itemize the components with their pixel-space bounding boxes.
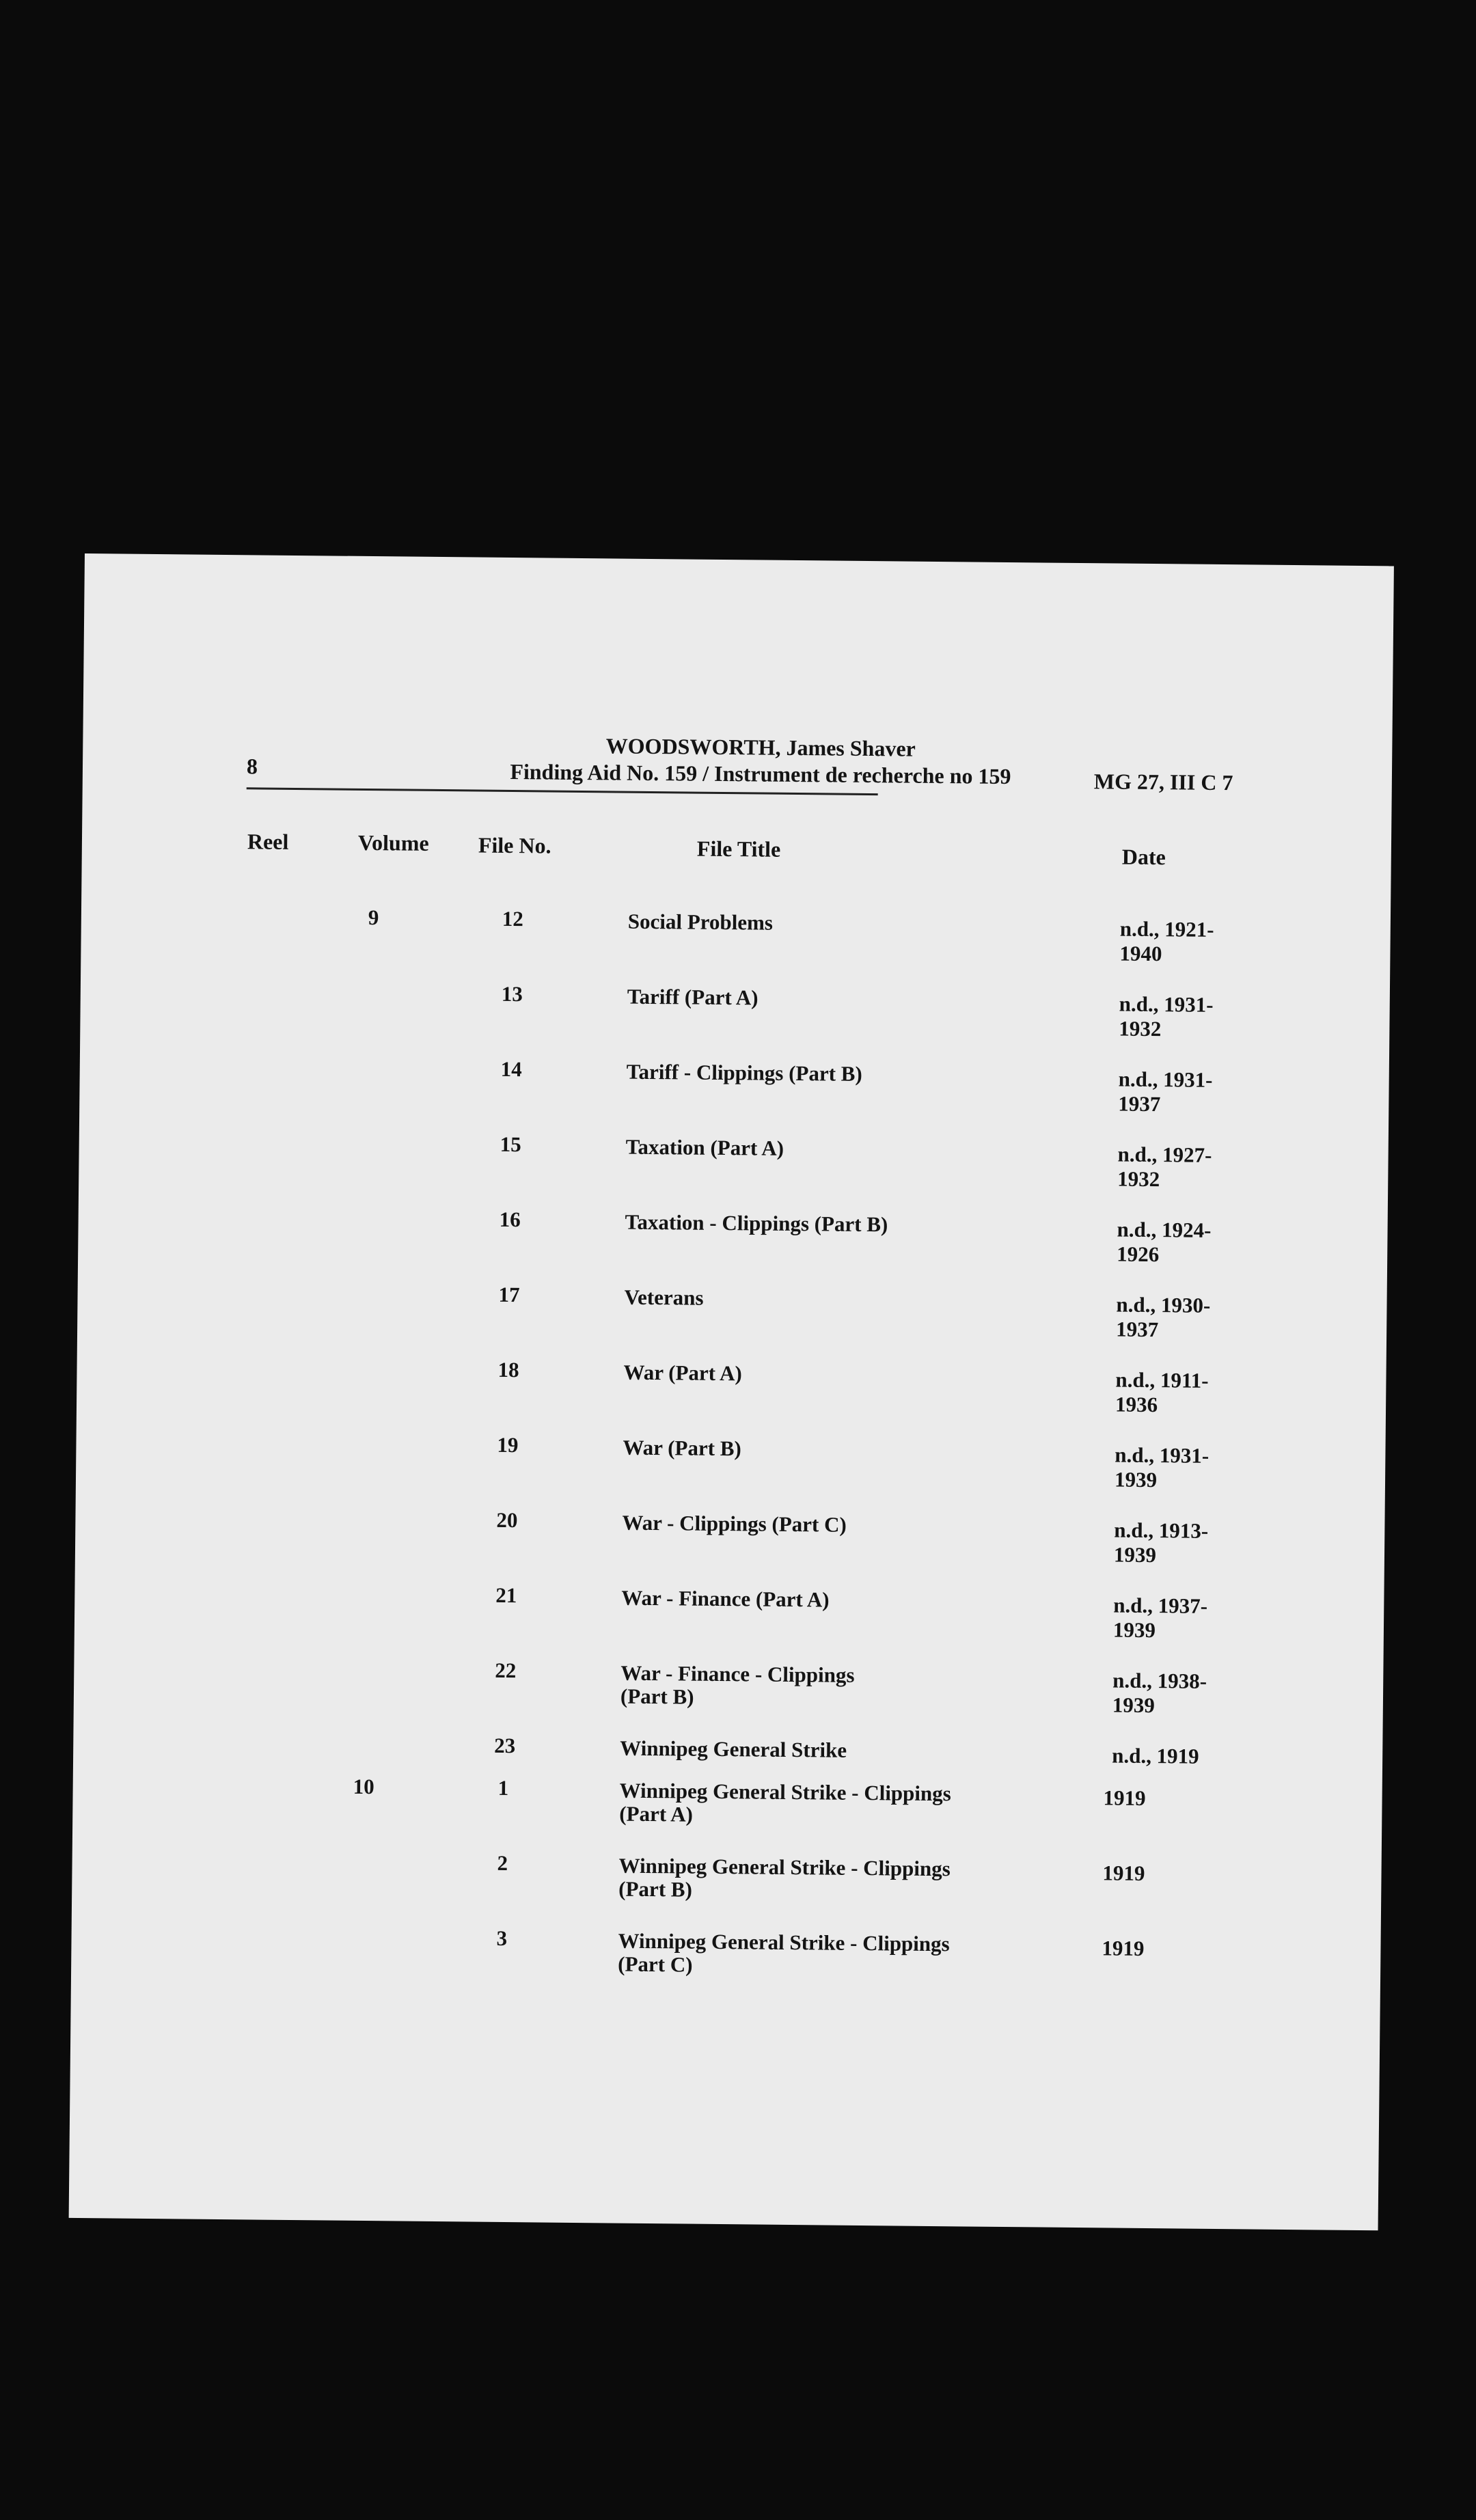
file-number-cell: 14 bbox=[500, 1056, 522, 1082]
table-row bbox=[75, 1578, 1384, 1643]
table-row bbox=[74, 1654, 1384, 1718]
date-cell-continued: 1939 bbox=[1112, 1693, 1156, 1718]
file-title-cell: Winnipeg General Strike - Clippings bbox=[618, 1928, 950, 1956]
table-row bbox=[78, 1278, 1387, 1342]
page-number: 8 bbox=[246, 754, 258, 779]
file-title-cell: Winnipeg General Strike - Clippings bbox=[618, 1853, 951, 1881]
file-title-cell: War - Finance - Clippings bbox=[620, 1660, 855, 1687]
document-page bbox=[69, 553, 1394, 2230]
file-number-cell: 1 bbox=[497, 1775, 509, 1800]
volume-cell: 9 bbox=[368, 905, 379, 930]
date-cell: n.d., 1924- bbox=[1117, 1217, 1212, 1242]
file-title-cell: Winnipeg General Strike bbox=[620, 1736, 847, 1762]
date-cell: n.d., 1937- bbox=[1113, 1593, 1208, 1618]
file-title-cell: War - Finance (Part A) bbox=[621, 1585, 830, 1612]
table-row bbox=[72, 1846, 1382, 1902]
table-row bbox=[77, 1353, 1386, 1417]
date-cell: n.d., 1938- bbox=[1112, 1668, 1207, 1693]
file-number-cell: 23 bbox=[494, 1733, 516, 1758]
date-cell: n.d., 1931- bbox=[1119, 991, 1214, 1017]
date-cell-continued: 1936 bbox=[1115, 1392, 1158, 1417]
date-cell: n.d., 1927- bbox=[1117, 1142, 1212, 1167]
column-header-reel: Reel bbox=[247, 829, 289, 854]
date-cell: n.d., 1919 bbox=[1112, 1743, 1199, 1768]
file-title-cell-continued: (Part B) bbox=[618, 1876, 693, 1902]
file-number-cell: 18 bbox=[497, 1357, 519, 1382]
file-title-cell: Tariff (Part A) bbox=[627, 984, 758, 1010]
table-row bbox=[80, 1052, 1389, 1117]
date-cell-continued: 1937 bbox=[1118, 1091, 1161, 1117]
file-title-cell-continued: (Part B) bbox=[620, 1684, 694, 1709]
document-title: WOODSWORTH, James Shaver bbox=[605, 733, 916, 761]
date-cell-continued: 1939 bbox=[1114, 1467, 1158, 1492]
table-row bbox=[72, 1921, 1381, 1977]
file-title-cell: Social Problems bbox=[627, 909, 774, 935]
file-number-cell: 21 bbox=[495, 1583, 517, 1608]
column-header-file-title: File Title bbox=[696, 836, 781, 862]
document-subtitle: Finding Aid No. 159 / Instrument de recherche no 159 bbox=[510, 758, 1011, 789]
volume-cell: 10 bbox=[353, 1774, 374, 1799]
file-number-cell: 20 bbox=[496, 1507, 518, 1533]
file-title-cell: Winnipeg General Strike - Clippings bbox=[619, 1778, 951, 1806]
date-cell-continued: 1926 bbox=[1117, 1242, 1160, 1267]
column-header-date: Date bbox=[1121, 844, 1166, 870]
file-title-cell-continued: (Part A) bbox=[619, 1801, 694, 1826]
date-cell-continued: 1939 bbox=[1113, 1542, 1157, 1567]
date-cell-continued: 1932 bbox=[1119, 1016, 1162, 1041]
date-cell-continued: 1940 bbox=[1119, 941, 1162, 966]
file-title-cell: War (Part B) bbox=[623, 1435, 741, 1461]
file-title-cell-continued: (Part C) bbox=[618, 1951, 693, 1977]
column-header-volume: Volume bbox=[357, 830, 429, 855]
header-rule bbox=[247, 787, 878, 795]
date-cell: n.d., 1931- bbox=[1118, 1067, 1213, 1092]
file-title-cell: War - Clippings (Part C) bbox=[622, 1510, 847, 1537]
file-number-cell: 22 bbox=[495, 1658, 517, 1683]
column-header-file-no: File No. bbox=[478, 832, 551, 858]
file-number-cell: 2 bbox=[497, 1850, 508, 1876]
file-number-cell: 15 bbox=[500, 1132, 521, 1157]
file-number-cell: 19 bbox=[497, 1432, 519, 1457]
file-number-cell: 3 bbox=[496, 1926, 508, 1951]
file-title-cell: Veterans bbox=[624, 1285, 704, 1310]
file-title-cell: War (Part A) bbox=[623, 1360, 743, 1386]
date-cell-continued: 1932 bbox=[1117, 1166, 1160, 1192]
table-row bbox=[79, 1127, 1389, 1192]
date-cell-continued: 1939 bbox=[1112, 1617, 1156, 1643]
date-cell: 1919 bbox=[1102, 1936, 1145, 1960]
date-cell-continued: 1937 bbox=[1116, 1317, 1159, 1342]
date-cell: n.d., 1913- bbox=[1114, 1518, 1209, 1543]
date-cell: n.d., 1931- bbox=[1115, 1442, 1210, 1468]
table-row bbox=[73, 1771, 1382, 1826]
date-cell: n.d., 1930- bbox=[1116, 1292, 1211, 1317]
file-number-cell: 13 bbox=[501, 981, 523, 1006]
file-number-cell: 17 bbox=[498, 1282, 520, 1307]
table-row bbox=[73, 1729, 1382, 1768]
table-row bbox=[81, 902, 1391, 966]
file-number-cell: 16 bbox=[499, 1207, 521, 1232]
date-cell: n.d., 1911- bbox=[1115, 1367, 1209, 1393]
table-row bbox=[81, 977, 1390, 1041]
table-row bbox=[79, 1203, 1388, 1267]
file-title-cell: Taxation - Clippings (Part B) bbox=[625, 1209, 888, 1237]
table-row bbox=[77, 1428, 1386, 1492]
file-number-cell: 12 bbox=[502, 906, 524, 931]
file-title-cell: Taxation (Part A) bbox=[625, 1134, 784, 1160]
date-cell: 1919 bbox=[1103, 1785, 1146, 1810]
date-cell: 1919 bbox=[1102, 1861, 1145, 1885]
file-title-cell: Tariff - Clippings (Part B) bbox=[626, 1059, 862, 1086]
archive-reference: MG 27, III C 7 bbox=[1093, 769, 1233, 795]
table-row bbox=[76, 1503, 1385, 1567]
date-cell: n.d., 1921- bbox=[1119, 916, 1214, 942]
